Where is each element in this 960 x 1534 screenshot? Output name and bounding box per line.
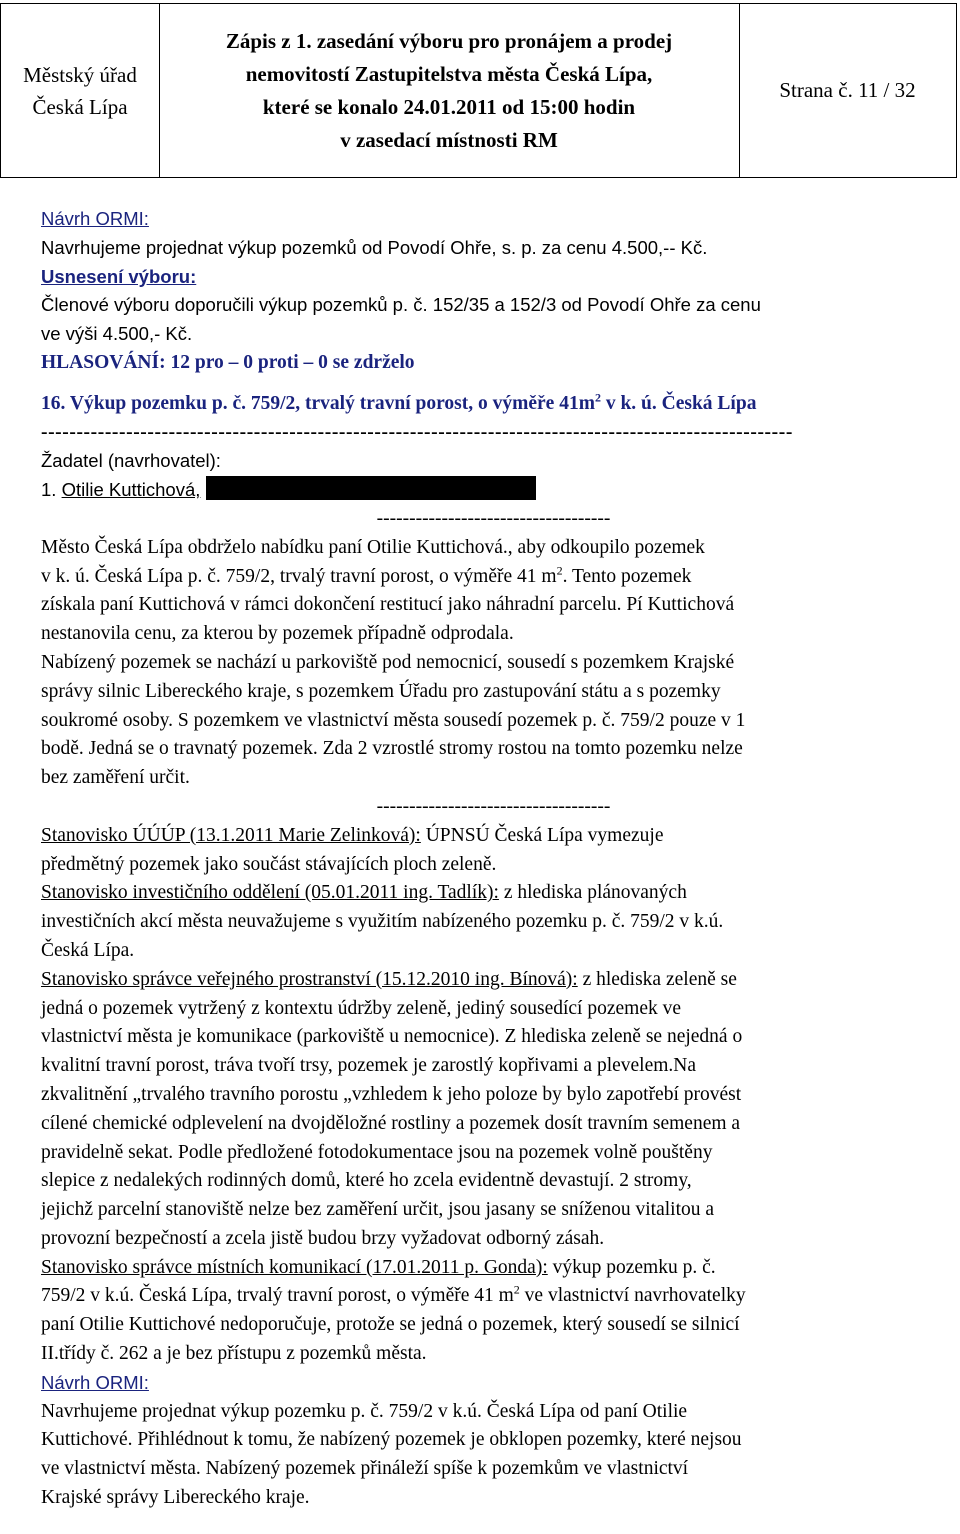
navrh-label: Návrh ORMI: [41, 1371, 149, 1393]
description: Nabízený pozemek se nachází u parkoviště pod nemocnicí, sousedí s pozemkem Krajské [41, 651, 735, 673]
separator-short: ------------------------------------ [376, 795, 611, 817]
usneseni-text: Členové výboru doporučili výkup pozemků p. č. 152/35 a 152/3 od Povodí Ohře za cenu [41, 294, 761, 316]
navrh-text: Kuttichové. Přihlédnout k tomu, že nabízený pozemek je obklopen pozemky, které nejsou [41, 1429, 742, 1451]
desc-text-end: . Tento pozemek [562, 565, 692, 587]
header-office [1, 4, 160, 177]
vote-result: HLASOVÁNÍ: 12 pro – 0 proti – 0 se zdrželo [41, 351, 415, 373]
office-line-1: Městský úřad [23, 62, 137, 87]
stanovisko-text: jedná o pozemek vytržený z kontextu údržby zeleně, jediný sousedící pozemek ve [41, 997, 682, 1019]
stanovisko-invest [41, 879, 946, 908]
separator-full: ---------------------------------------------------------------------------------------------------------- [41, 421, 793, 443]
stanovisko-text: slepice z nedalekých rodinných domů, které ho zcela evidentně devastují. 2 stromy, [41, 1170, 692, 1192]
st4-text: 759/2 v k.ú. Česká Lípa, trvalý travní porost, o výměře 41 m [41, 1285, 514, 1307]
heading-sup: 2 [594, 390, 601, 405]
applicant-line [41, 476, 946, 505]
description: bez zaměření určit. [41, 767, 190, 789]
stanovisko-mk [41, 1254, 946, 1283]
navrh-text: Navrhujeme projednat výkup pozemků od Povodí Ohře, s. p. za cenu 4.500,-- Kč. [41, 236, 708, 258]
title-line-1: Zápis z 1. zasedání výboru pro pronájem a prodej [225, 28, 673, 53]
desc-sup: 2 [556, 563, 563, 578]
navrh-label: Návrh ORMI: [41, 208, 149, 229]
heading-text-end: v k. ú. Česká Lípa [600, 392, 757, 414]
title-line-4: v zasedací místnosti RM [340, 127, 558, 152]
redacted-block [206, 476, 536, 500]
stanovisko-label: Stanovisko ÚÚÚP (13.1.2011 Marie Zelinková): [41, 824, 421, 846]
separator-short: ------------------------------------ [376, 507, 611, 529]
navrh-text: Krajské správy Libereckého kraje. [41, 1487, 310, 1509]
document-body [41, 205, 946, 1513]
title-line-3: které se konalo 24.01.2011 od 15:00 hodin [262, 94, 636, 119]
stanovisko-text: zkvalitnění „trvalého travního porostu „vzhledem k jeho poloze by bylo zapotřebí provést [41, 1083, 742, 1105]
stanovisko-text: paní Otilie Kuttichové nedoporučuje, protože se jedná o pozemek, který sousedí se silnicí [41, 1314, 740, 1336]
stanovisko-text: výkup pozemku p. č. [547, 1256, 716, 1278]
stanovisko-text: z hlediska plánovaných [498, 882, 687, 904]
stanovisko-text: předmětný pozemek jako součást stávajících ploch zeleně. [41, 853, 497, 875]
navrh-text: Navrhujeme projednat výkup pozemku p. č. 759/2 v k.ú. Česká Lípa od paní Otilie [41, 1400, 688, 1422]
stanovisko-text: ÚPNSÚ Česká Lípa vymezuje [420, 824, 664, 846]
stanovisko-text: jejichž parcelní stanoviště nelze bez zaměření určit, jsou jasany se sníženou vitalitou a [41, 1199, 715, 1221]
description: Město Česká Lípa obdrželo nabídku paní Otilie Kuttichová., aby odkoupilo pozemek [41, 536, 705, 558]
stanovisko-text: vlastnictví města je komunikace (parkoviště u nemocnice). Z hlediska zeleně se nejedná o [41, 1026, 743, 1048]
stanovisko-text: z hlediska zeleně se [577, 968, 737, 990]
navrh-text: ve vlastnictví města. Nabízený pozemek přináleží spíše k pozemkům ve vlastnictví [41, 1458, 689, 1480]
applicant-num: 1. [41, 479, 62, 501]
stanovisko-label: Stanovisko správce veřejného prostranství (15.12.2010 ing. Bínová): [41, 968, 578, 990]
stanovisko-vp [41, 966, 946, 995]
header-title [159, 4, 740, 177]
page-number: Strana č. 11 / 32 [779, 78, 916, 102]
stanovisko-text: cílené chemické odplevelení na dvojděložné rostliny a pozemek dosít travním semenem a [41, 1112, 741, 1134]
stanovisko-uuup [41, 822, 946, 851]
stanovisko-text [41, 1282, 946, 1311]
description: získala paní Kuttichová v rámci dokončení restitucí jako náhradní parcelu. Pí Kuttichová [41, 594, 735, 616]
description: bodě. Jedná se o travnatý pozemek. Zda 2 vzrostlé stromy rostou na tomto pozemku nelze [41, 738, 743, 760]
stanovisko-text: pravidelně sekat. Podle předložené fotodokumentace jsou na pozemek volně pouštěny [41, 1141, 713, 1163]
st4-sup: 2 [513, 1282, 520, 1297]
applicant-name: Otilie Kuttichová, [61, 479, 201, 501]
office-line-2: Česká Lípa [32, 94, 128, 119]
st4-text-end: ve vlastnictví navrhovatelky [519, 1285, 746, 1307]
description: nestanovila cenu, za kterou by pozemek případně odprodala. [41, 623, 514, 645]
heading-text: 16. Výkup pozemku p. č. 759/2, trvalý travní porost, o výměře 41m [41, 392, 595, 414]
description [41, 563, 946, 592]
description: správy silnic Libereckého kraje, s pozemkem Úřadu pro zastupování státu a s pozemky [41, 680, 721, 702]
stanovisko-text: Česká Lípa. [41, 939, 135, 961]
description: soukromé osoby. S pozemkem ve vlastnictví města sousedí pozemek p. č. 759/2 pouze v 1 [41, 709, 746, 731]
stanovisko-text: kvalitní travní porost, tráva tvoří trsy, pozemek je zarostlý kopřivami a plevelem.Na [41, 1055, 697, 1077]
desc-text: v k. ú. Česká Lípa p. č. 759/2, trvalý travní porost, o výměře 41 m [41, 565, 557, 587]
stanovisko-label: Stanovisko investičního oddělení (05.01.2011 ing. Tadlík): [41, 882, 499, 904]
usneseni-text: ve výši 4.500,- Kč. [41, 323, 193, 345]
usneseni-label: Usnesení výboru: [41, 265, 197, 287]
stanovisko-label: Stanovisko správce místních komunikací (17.01.2011 p. Gonda): [41, 1256, 548, 1278]
item-heading [41, 390, 946, 419]
stanovisko-text: investičních akcí města neuvažujeme s využitím nabízeného pozemku p. č. 759/2 v k.ú. [41, 911, 724, 933]
applicant-label: Žadatel (navrhovatel): [41, 450, 221, 472]
title-line-2: nemovitostí Zastupitelstva města Česká Lípa, [245, 61, 653, 86]
stanovisko-text: II.třídy č. 262 a je bez přístupu z pozemků města. [41, 1343, 427, 1365]
stanovisko-text: provozní bezpečností a zcela jistě budou brzy vyžadovat odborný zásah. [41, 1227, 605, 1249]
document-header [0, 3, 957, 178]
